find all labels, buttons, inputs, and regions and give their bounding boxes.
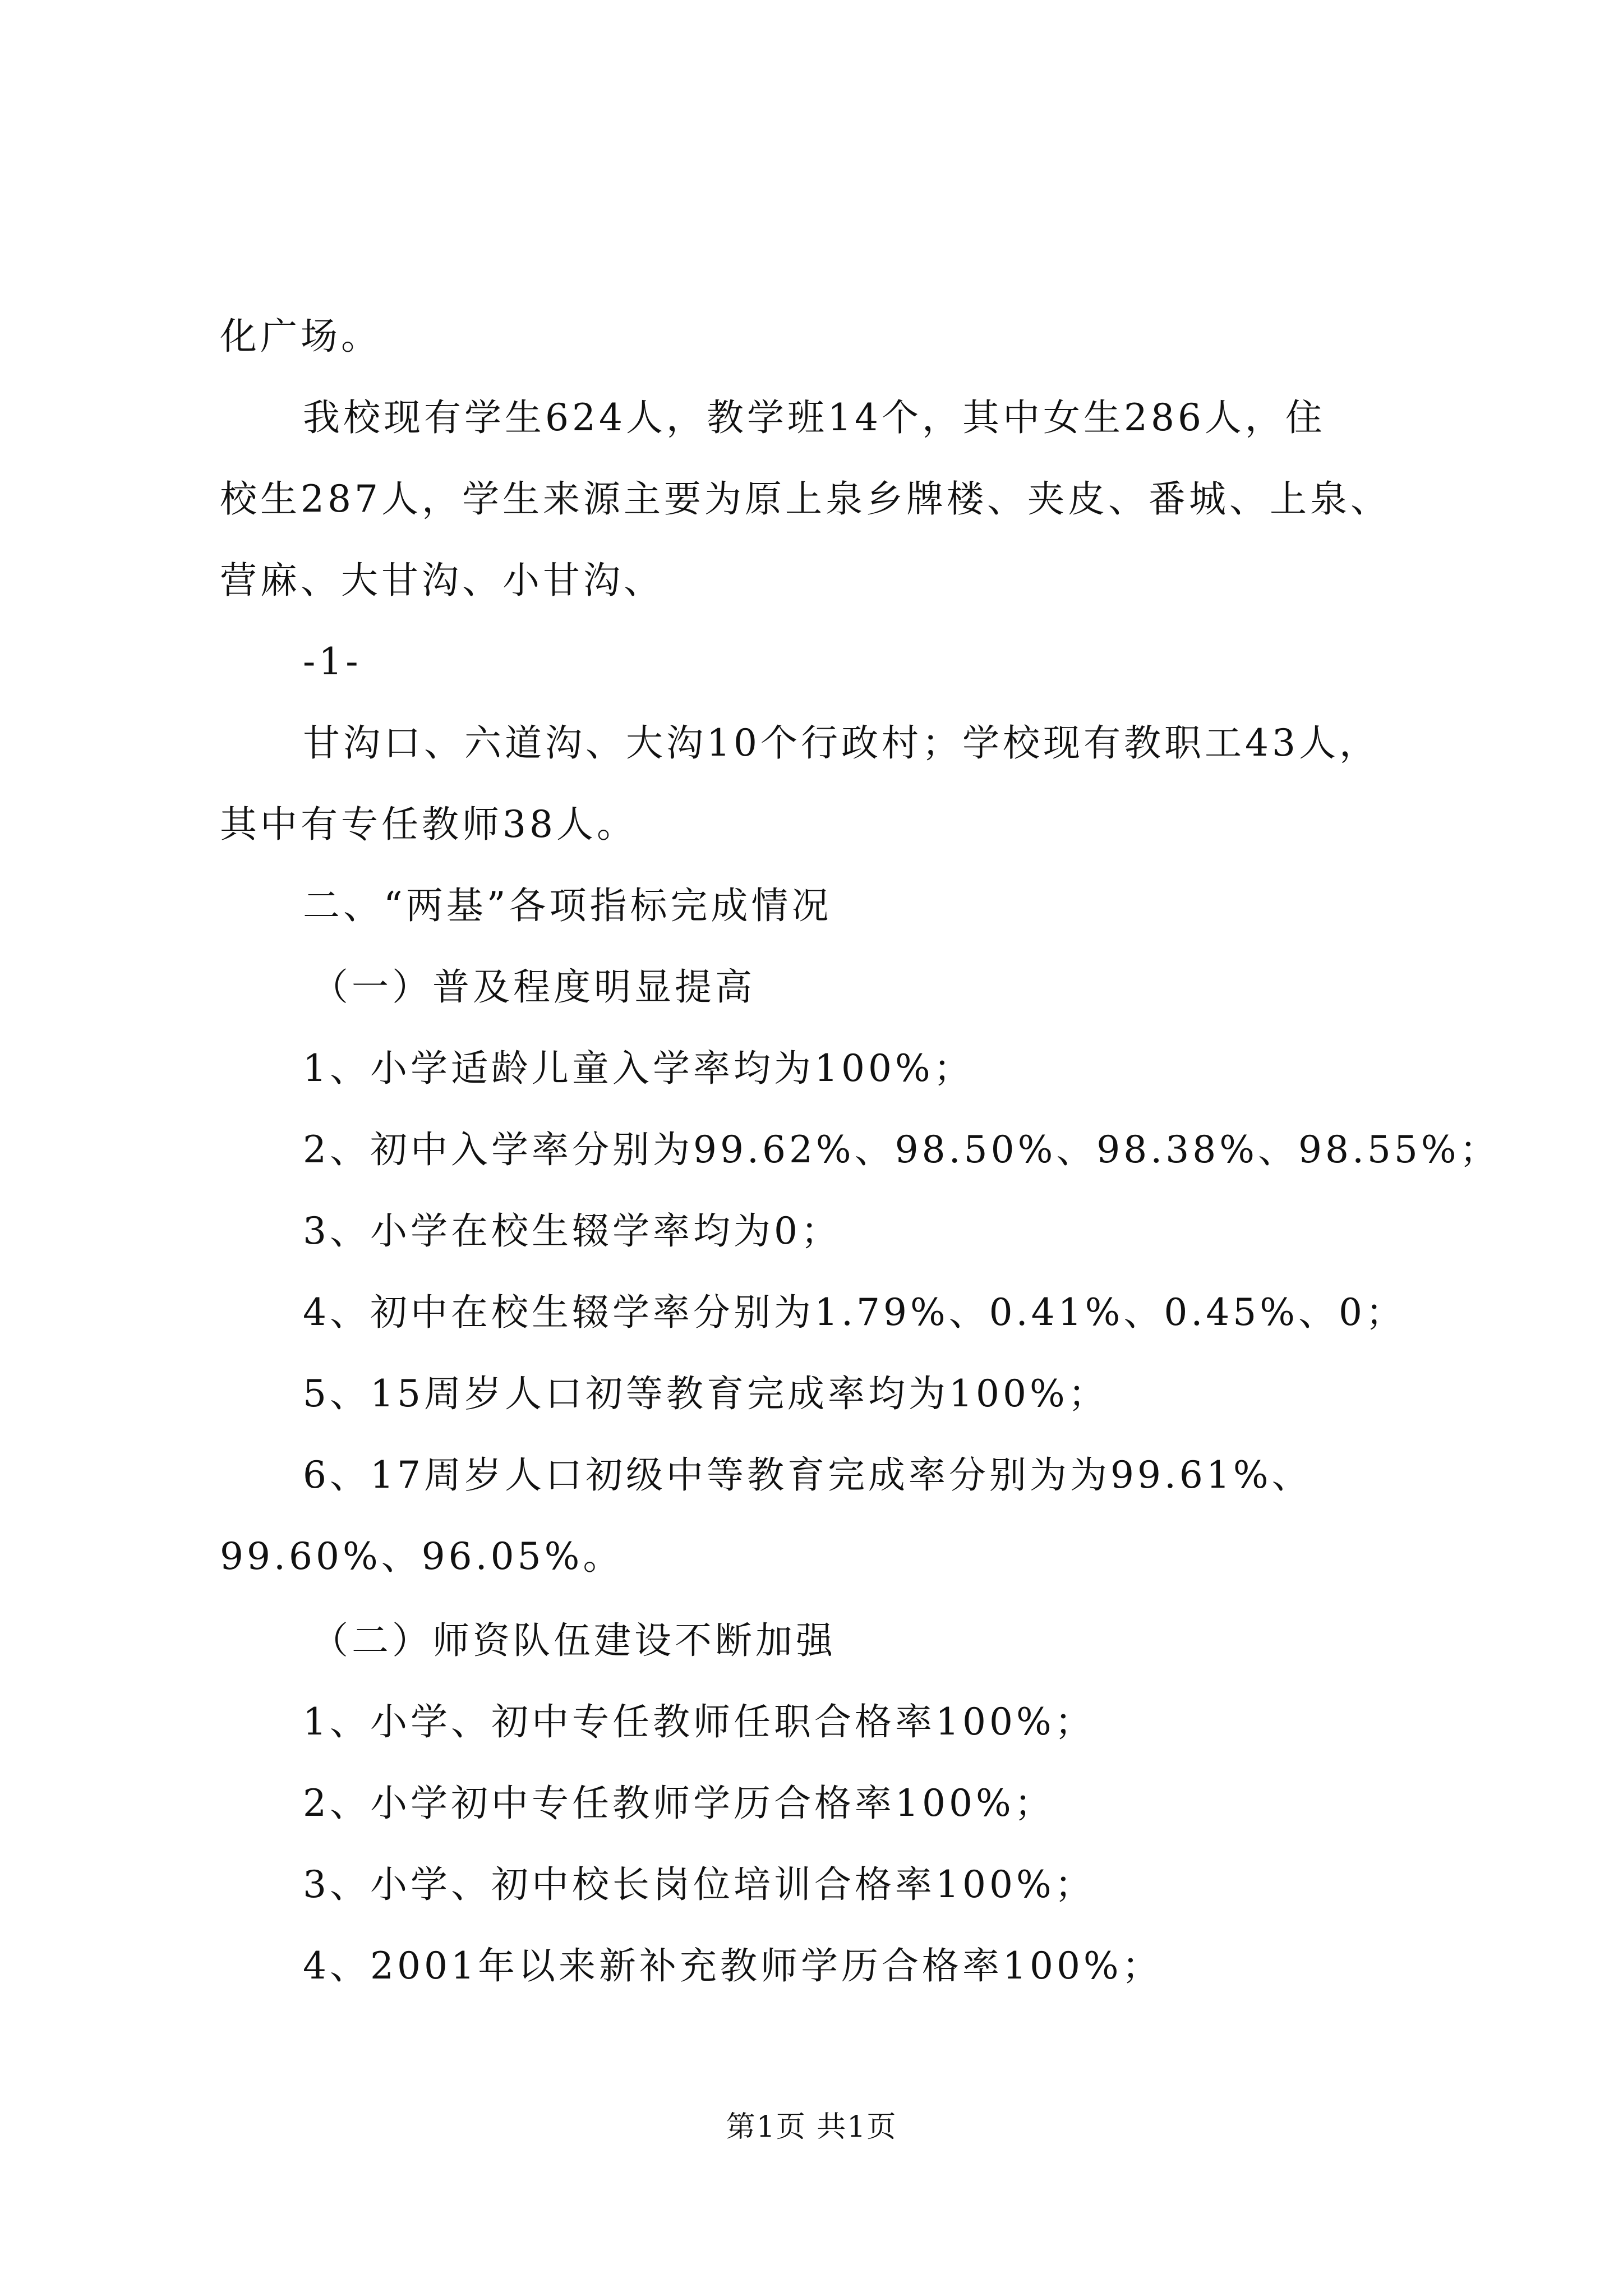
list-item: 4、2001年以来新补充教师学历合格率100%； — [303, 1944, 1163, 1987]
paragraph-line: 其中有专任教师38人。 — [220, 803, 637, 846]
paragraph-line: 化广场。 — [220, 315, 381, 358]
list-item: 2、初中入学率分别为99.62%、98.50%、98.38%、98.55%； — [303, 1128, 1500, 1171]
list-item-continuation: 99.60%、96.05%。 — [220, 1535, 624, 1578]
list-item: 1、小学适龄儿童入学率均为100%； — [303, 1047, 974, 1090]
page-footer: 第1页 共1页 — [726, 2110, 897, 2144]
section-heading: 二、“两基”各项指标完成情况 — [303, 884, 832, 927]
paragraph-line: 营麻、大甘沟、小甘沟、 — [220, 559, 664, 602]
list-item: 4、初中在校生辍学率分别为1.79%、0.41%、0.45%、0； — [303, 1291, 1406, 1334]
list-item: 3、小学在校生辍学率均为0； — [303, 1209, 841, 1253]
paragraph-line: 甘沟口、六道沟、大沟10个行政村；学校现有教职工43人， — [303, 721, 1380, 765]
paragraph-line: 我校现有学生624人，教学班14个，其中女生286人，住 — [303, 396, 1326, 439]
list-item: 6、17周岁人口初级中等教育完成率分别为为99.61%、 — [303, 1453, 1312, 1497]
list-item: 2、小学初中专任教师学历合格率100%； — [303, 1782, 1055, 1825]
list-item: 1、小学、初中专任教师任职合格率100%； — [303, 1700, 1095, 1743]
page-marker: -1- — [303, 640, 362, 683]
subsection-heading: （二）师资队伍建设不断加强 — [311, 1619, 836, 1662]
paragraph-line: 校生287人，学生来源主要为原上泉乡牌楼、夹皮、番城、上泉、 — [220, 477, 1391, 521]
subsection-heading: （一）普及程度明显提高 — [311, 965, 755, 1009]
list-item: 5、15周岁人口初等教育完成率均为100%； — [303, 1372, 1109, 1415]
list-item: 3、小学、初中校长岗位培训合格率100%； — [303, 1863, 1095, 1906]
